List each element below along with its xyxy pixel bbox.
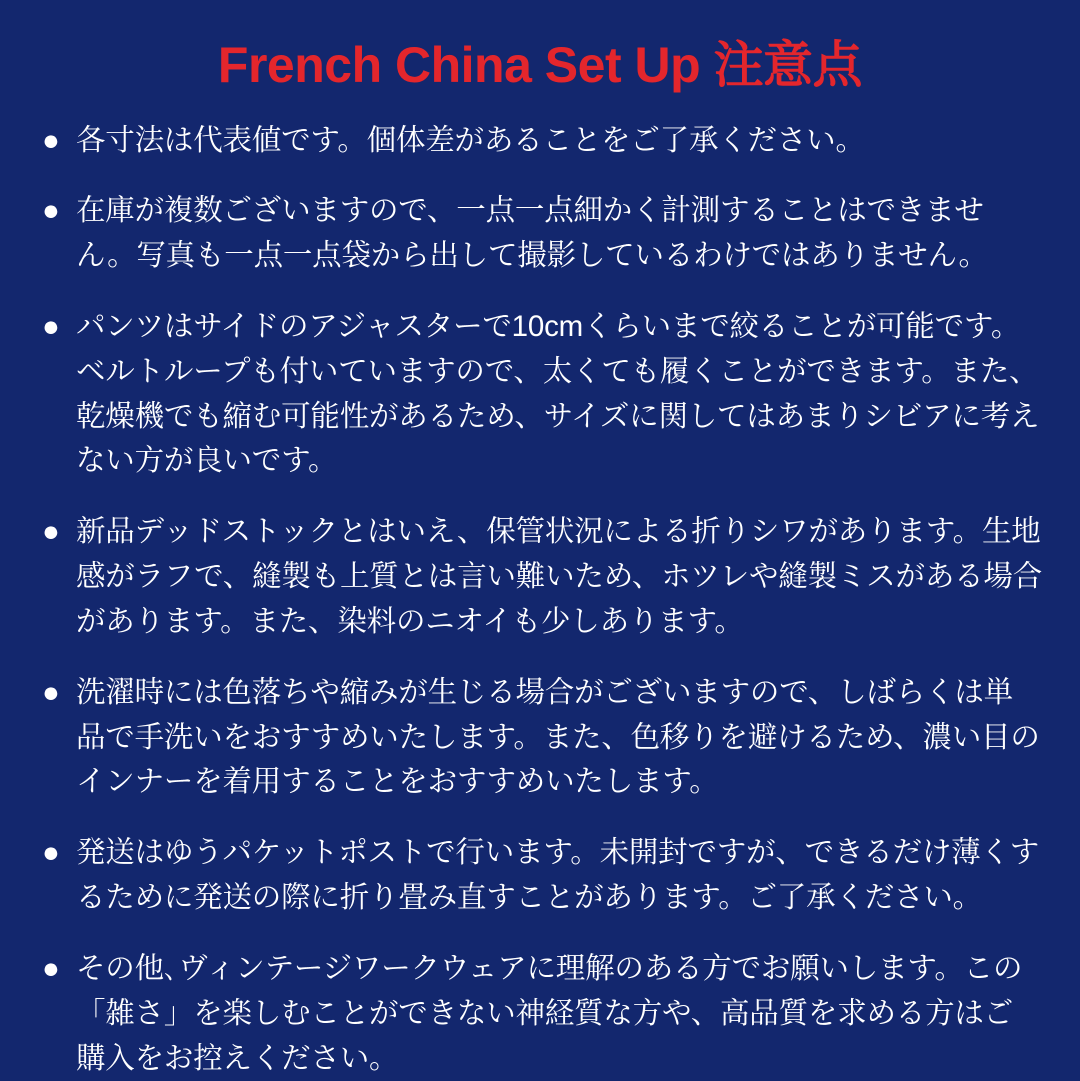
list-item: [42, 831, 1042, 921]
bullet-icon: ●: [42, 831, 60, 876]
list-item: [42, 671, 1042, 805]
bullet-icon: ●: [42, 510, 60, 555]
list-item-text: その他､ヴィンテージワークウェアに理解のある方でお願いします。この「雑さ」を楽しむことができない神経質な方や、高品質を求める方はご購入をお控えください。: [76, 952, 1022, 1075]
list-item-text: 洗濯時には色落ちや縮みが生じる場合がございますので、しばらくは単品で手洗いをおすすめいたします。また、色移りを避けるため、濃い目のインナーを着用することをおすすめいたします。: [76, 676, 1040, 799]
notes-list: [38, 119, 1042, 1081]
bullet-icon: ●: [42, 119, 60, 164]
list-item: [42, 189, 1042, 279]
list-item-text: 発送はゆうパケットポストで行います。未開封ですが、できるだけ薄くするために発送の際に折り畳み直すことがあります。ご了承ください。: [76, 836, 1039, 914]
bullet-icon: ●: [42, 189, 60, 234]
bullet-icon: ●: [42, 305, 60, 350]
bullet-icon: ●: [42, 947, 60, 992]
bullet-icon: ●: [42, 671, 60, 716]
list-item-text: パンツはサイドのアジャスターで10cmくらいまで絞ることが可能です。ベルトループも付いていますので、太くても履くことができます。また、乾燥機でも縮む可能性があるため、サイズに関してはあまりシビアに考えない方が良いです。: [76, 310, 1039, 477]
list-item: [42, 305, 1042, 484]
page-title: [38, 34, 1042, 97]
list-item-text: 各寸法は代表値です。個体差があることをご了承ください。: [76, 124, 865, 157]
list-item-text: 在庫が複数ございますので、一点一点細かく計測することはできません。写真も一点一点袋から出して撮影しているわけではありません。: [76, 194, 988, 272]
list-item: [42, 119, 1042, 164]
list-item-text: 新品デッドストックとはいえ、保管状況による折りシワがあります。生地感がラフで、縫製も上質とは言い難いため、ホツレや縫製ミスがある場合があります。また、染料のニオイも少しあります。: [76, 515, 1042, 638]
page-title-jp: 注意点: [714, 37, 863, 93]
list-item: [42, 947, 1042, 1081]
page-title-en: French China Set Up: [218, 37, 700, 93]
list-item: [42, 510, 1042, 644]
